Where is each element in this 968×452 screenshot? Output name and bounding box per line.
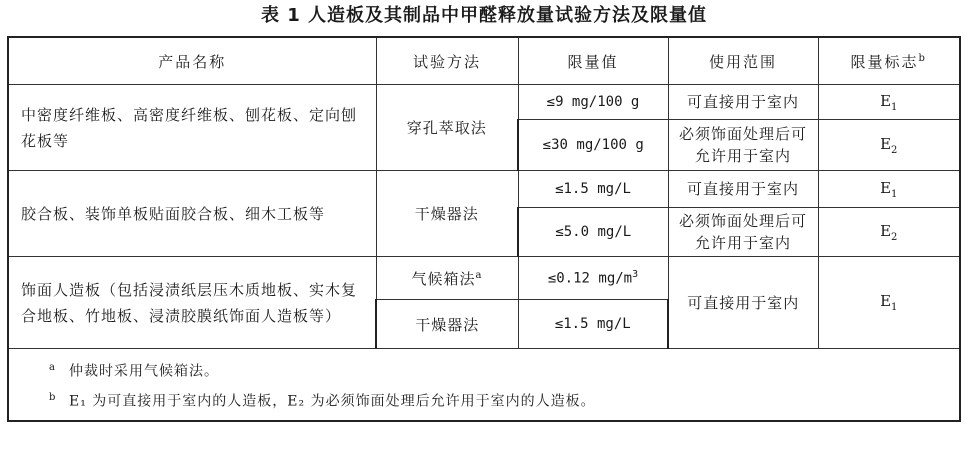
header-method: 试验方法 [376,37,518,85]
mark-letter: E [880,91,892,110]
limit-cell: ≤1.5 mg/L [518,171,668,208]
method-label: 气候箱法 [411,269,476,288]
mark-letter: E [880,221,892,240]
limit-cell: ≤1.5 mg/L [518,300,668,349]
table-row [8,85,960,120]
header-mark [818,37,960,85]
footnote-a [49,355,959,385]
mark-cell [818,208,960,257]
header-scope: 使用范围 [668,37,818,85]
formaldehyde-limit-table [7,36,961,422]
header-row [8,37,960,85]
mark-cell [818,120,960,171]
mark-letter: E [880,292,892,310]
scope-cell: 可直接用于室内 [668,85,818,120]
mark-subscript: 1 [891,101,898,113]
mark-subscript: 1 [891,302,898,313]
footnote-b-marker: b [49,391,57,403]
limit-value: ≤0.12 mg/m [547,270,633,287]
footnote-a-marker: a [49,362,56,373]
scope-cell: 可直接用于室内 [668,257,818,349]
header-limit: 限量值 [518,37,668,85]
footnote-b [49,385,959,415]
mark-cell [818,85,960,120]
mark-cell [818,257,960,349]
product-cell: 中密度纤维板、高密度纤维板、刨花板、定向刨花板等 [8,85,376,171]
method-note: a [475,269,483,281]
limit-cell: ≤9 mg/100 g [518,85,668,120]
scope-cell: 必须饰面处理后可允许用于室内 [668,120,818,171]
method-cell: 干燥器法 [376,171,518,257]
method-cell: 穿孔萃取法 [376,85,518,171]
scope-cell: 必须饰面处理后可允许用于室内 [668,208,818,257]
footnote-a-text: 仲裁时采用气候箱法。 [69,363,219,380]
table-row [8,171,960,208]
mark-subscript: 2 [891,231,898,243]
product-cell: 胶合板、装饰单板贴面胶合板、细木工板等 [8,171,376,257]
notes-row [8,349,960,422]
table-title: 表 1 人造板及其制品中甲醛释放量试验方法及限量值 [260,5,708,26]
limit-exponent: 3 [632,269,639,281]
product-cell: 饰面人造板（包括浸渍纸层压木质地板、实木复合地板、竹地板、浸渍胶膜纸饰面人造板等） [8,257,376,349]
mark-subscript: 1 [891,188,898,200]
header-mark-label: 限量标志 [850,52,919,71]
mark-subscript: 2 [891,144,898,156]
mark-letter: E [880,178,892,197]
header-product: 产品名称 [8,37,376,85]
header-mark-note: b [918,52,927,64]
limit-cell [518,257,668,300]
method-cell [376,257,518,300]
mark-letter: E [880,134,892,153]
method-cell: 干燥器法 [376,300,518,349]
limit-cell: ≤30 mg/100 g [518,120,668,171]
mark-cell [818,171,960,208]
footnotes [8,349,960,422]
scope-cell: 可直接用于室内 [668,171,818,208]
footnote-b-text: E₁ 为可直接用于室内的人造板，E₂ 为必须饰面处理后允许用于室内的人造板。 [69,393,596,410]
limit-cell: ≤5.0 mg/L [518,208,668,257]
table-row [8,257,960,300]
